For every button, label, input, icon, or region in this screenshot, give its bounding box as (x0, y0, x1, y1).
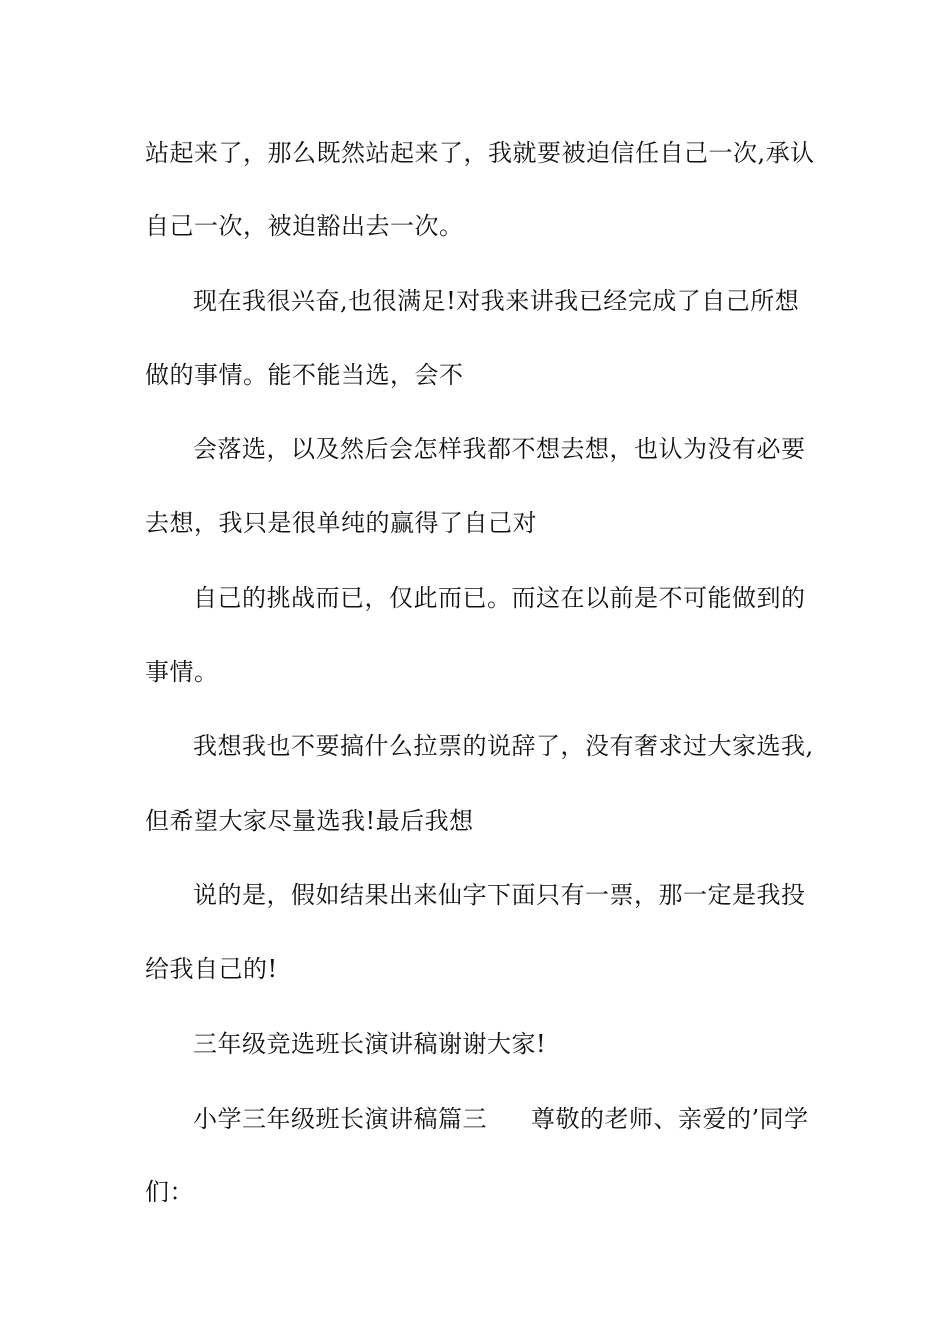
body-text-line-with-heading (193, 1104, 810, 1134)
body-text-line: 们： (145, 1178, 194, 1206)
body-text-line: 三年级竞选班长演讲稿谢谢大家! (193, 1030, 547, 1058)
body-text-line: 事情。 (145, 658, 219, 686)
body-text-line: 站起来了，那么既然站起来了，我就要被迫信任自己一次,承认 (145, 139, 815, 167)
body-text-line: 自己的挑战而已，仅此而已。而这在以前是不可能做到的 (193, 584, 806, 612)
body-text-line: 去想，我只是很单纯的赢得了自己对 (145, 509, 537, 537)
body-text-line: 但希望大家尽量选我!最后我想 (145, 807, 474, 835)
salutation: 尊敬的老师、亲爱的’同学 (531, 1105, 809, 1133)
body-text-line: 我想我也不要搞什么拉票的说辞了，没有奢求过大家选我, (193, 732, 814, 760)
section-heading: 小学三年级班长演讲稿篇三 (193, 1105, 487, 1133)
body-text-line: 自己一次，被迫豁出去一次。 (145, 212, 464, 240)
body-text-line: 给我自己的! (145, 955, 278, 983)
body-text-line: 现在我很兴奋,也很满足!对我来讲我已经完成了自己所想 (193, 287, 800, 315)
body-text-line: 会落选，以及然后会怎样我都不想去想，也认为没有必要 (193, 435, 806, 463)
body-text-line: 做的事情。能不能当选，会不 (145, 361, 464, 389)
body-text-line: 说的是，假如结果出来仙字下面只有一票，那一定是我投 (193, 881, 806, 909)
